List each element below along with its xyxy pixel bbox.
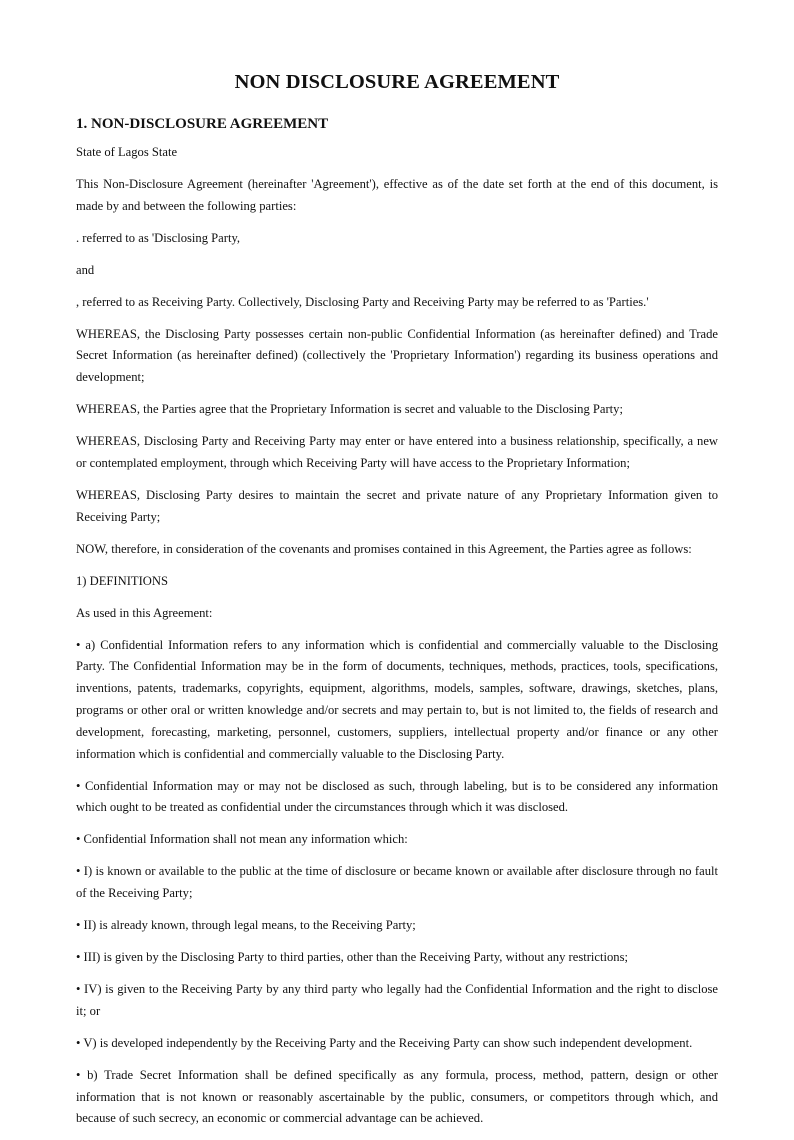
definition-trade-secret: • b) Trade Secret Information shall be defined specifically as any formula, process, method, pattern, design or other information that is not known or reasonably ascertainable by the public, consumers, or competitors through which, and because of such secrecy, an economic or commercial advantage can be achieved. bbox=[76, 1067, 718, 1126]
whereas-paragraph-3: WHEREAS, Disclosing Party and Receiving Party may enter or have entered into a business relationship, specifically, a new or contemplated employment, through which Receiving Party will have access to the Proprietary Information; bbox=[76, 434, 718, 470]
definition-labeling-note: • Confidential Information may or may not be disclosed as such, through labeling, but is to be considered any information which ought to be treated as confidential under the circumstances through which it was disclosed. bbox=[76, 778, 718, 815]
whereas-paragraph-1: WHEREAS, the Disclosing Party possesses certain non-public Confidential Information (as hereinafter defined) and Trade Secret Information (as hereinafter defined) (collectively the 'Proprietary Information') regarding its business operations and development; bbox=[76, 326, 718, 385]
whereas-paragraph-2: WHEREAS, the Parties agree that the Proprietary Information is secret and valuable to the Disclosing Party; bbox=[76, 402, 623, 417]
and-line: and bbox=[76, 262, 95, 277]
definitions-intro: As used in this Agreement: bbox=[76, 605, 213, 620]
state-line: State of Lagos State bbox=[76, 145, 178, 159]
definition-exclusions-intro: • Confidential Information shall not mean any information which: bbox=[76, 832, 408, 847]
document-page bbox=[76, 68, 718, 1140]
whereas-paragraph-4: WHEREAS, Disclosing Party desires to maintain the secret and private nature of any Proprietary Information given to Receiving Party; bbox=[76, 487, 718, 524]
document-title: NON DISCLOSURE AGREEMENT bbox=[234, 71, 560, 93]
definition-confidential-information: • a) Confidential Information refers to any information which is confidential and commercially valuable to the Disclosing Party. The Confidential Information may be in the form of documents, techniques, methods, practices, tools, specifications, inventions, patents, trademarks, copyrights, equipment, algorithms, models, samples, software, drawings, sketches, plans, programs or other oral or written knowledge and/or secrets and may pertain to, but is not limited to, the fields of research and development, forecasting, marketing, personnel, customers, suppliers, intellectual property and/or finance or any other information which is confidential and commercially valuable to the Disclosing Party. bbox=[76, 637, 718, 761]
definitions-heading: 1) DEFINITIONS bbox=[76, 573, 168, 588]
exclusion-item-3: • III) is given by the Disclosing Party to third parties, other than the Receiving Party, without any restrictions; bbox=[76, 950, 629, 965]
now-therefore-paragraph: NOW, therefore, in consideration of the covenants and promises contained in this Agreement, the Parties agree as follows: bbox=[76, 541, 692, 556]
section-heading: 1. NON-DISCLOSURE AGREEMENT bbox=[76, 116, 329, 132]
intro-paragraph: This Non-Disclosure Agreement (hereinafter 'Agreement'), effective as of the date set forth at the end of this document, is made by and between the following parties: bbox=[76, 176, 718, 213]
exclusion-item-2: • II) is already known, through legal means, to the Receiving Party; bbox=[76, 918, 416, 933]
receiving-party-line: , referred to as Receiving Party. Collectively, Disclosing Party and Receiving Party may be referred to as 'Parties.' bbox=[76, 294, 649, 309]
exclusion-item-4: • IV) is given to the Receiving Party by any third party who legally had the Confidential Information and the right to disclose it; or bbox=[76, 982, 718, 1018]
disclosing-party-line: . referred to as 'Disclosing Party, bbox=[76, 230, 241, 245]
exclusion-item-5: • V) is developed independently by the Receiving Party and the Receiving Party can show such independent development. bbox=[76, 1035, 693, 1050]
exclusion-item-1: • I) is known or available to the public at the time of disclosure or became known or available after disclosure through no fault of the Receiving Party; bbox=[76, 864, 718, 901]
